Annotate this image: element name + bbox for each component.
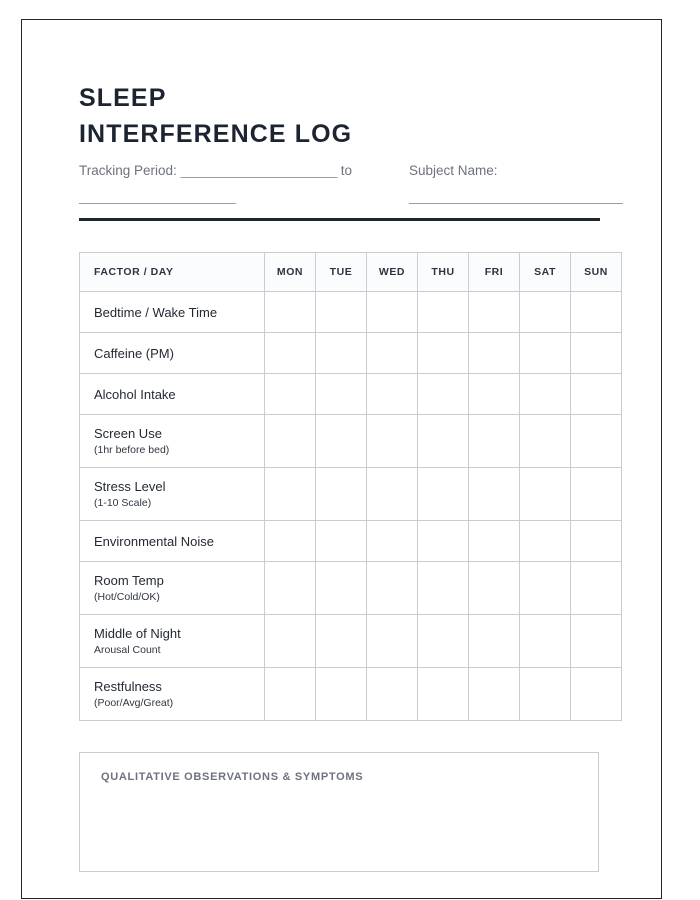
masthead-divider	[79, 218, 600, 221]
observations-panel[interactable]	[79, 752, 599, 872]
entry-cell-tue[interactable]	[316, 333, 367, 374]
entry-cell-tue[interactable]	[316, 521, 367, 562]
factor-label: Stress Level	[94, 479, 166, 494]
entry-cell-sun[interactable]	[571, 668, 622, 721]
table-body	[80, 292, 622, 721]
table-row	[80, 415, 622, 468]
column-header-sat: SAT	[520, 253, 571, 292]
entry-cell-sat[interactable]	[520, 468, 571, 521]
entry-cell-sat[interactable]	[520, 415, 571, 468]
table-row	[80, 615, 622, 668]
entry-cell-mon[interactable]	[265, 333, 316, 374]
entry-cell-fri[interactable]	[469, 562, 520, 615]
entry-cell-wed[interactable]	[367, 615, 418, 668]
factor-label-cell	[80, 415, 265, 468]
entry-cell-fri[interactable]	[469, 292, 520, 333]
factor-sublabel: (Poor/Avg/Great)	[94, 697, 174, 709]
column-header-thu: THU	[418, 253, 469, 292]
factor-label: Screen Use	[94, 426, 162, 441]
entry-cell-wed[interactable]	[367, 468, 418, 521]
entry-cell-fri[interactable]	[469, 668, 520, 721]
page-title: SLEEP INTERFERENCE LOG	[79, 84, 353, 148]
factor-label: Restfulness	[94, 679, 162, 694]
entry-cell-sun[interactable]	[571, 615, 622, 668]
tracking-period-field	[79, 158, 409, 210]
table-row	[80, 521, 622, 562]
observations-title: QUALITATIVE OBSERVATIONS & SYMPTOMS	[101, 771, 364, 783]
entry-cell-thu[interactable]	[418, 615, 469, 668]
page-content	[79, 20, 623, 872]
table-row	[80, 562, 622, 615]
entry-cell-thu[interactable]	[418, 415, 469, 468]
factor-label-cell	[80, 521, 265, 562]
tracking-period-connector: to	[340, 163, 352, 178]
tracking-period-start-blank[interactable]: ______________________	[180, 163, 337, 178]
column-header-tue: TUE	[316, 253, 367, 292]
table-row	[80, 333, 622, 374]
factor-label: Bedtime / Wake Time	[94, 304, 218, 320]
entry-cell-thu[interactable]	[418, 562, 469, 615]
entry-cell-mon[interactable]	[265, 562, 316, 615]
entry-cell-thu[interactable]	[418, 521, 469, 562]
entry-cell-sat[interactable]	[520, 521, 571, 562]
entry-cell-wed[interactable]	[367, 562, 418, 615]
entry-cell-tue[interactable]	[316, 615, 367, 668]
factor-label: Room Temp	[94, 573, 164, 588]
entry-cell-wed[interactable]	[367, 333, 418, 374]
entry-cell-mon[interactable]	[265, 374, 316, 415]
tracking-period-end-blank[interactable]: ______________________	[79, 189, 236, 204]
entry-cell-sat[interactable]	[520, 562, 571, 615]
subject-name-label: Subject Name:	[409, 163, 498, 178]
entry-cell-thu[interactable]	[418, 374, 469, 415]
entry-cell-mon[interactable]	[265, 521, 316, 562]
subject-name-field	[409, 158, 623, 210]
table-row	[80, 292, 622, 333]
entry-cell-sun[interactable]	[571, 521, 622, 562]
table-row	[80, 468, 622, 521]
entry-cell-fri[interactable]	[469, 415, 520, 468]
factor-sublabel: (1hr before bed)	[94, 444, 170, 456]
factor-sublabel: Arousal Count	[94, 644, 161, 656]
entry-cell-mon[interactable]	[265, 292, 316, 333]
entry-cell-tue[interactable]	[316, 562, 367, 615]
entry-cell-mon[interactable]	[265, 668, 316, 721]
entry-cell-thu[interactable]	[418, 333, 469, 374]
entry-cell-sat[interactable]	[520, 615, 571, 668]
table-row	[80, 374, 622, 415]
entry-cell-sun[interactable]	[571, 292, 622, 333]
entry-cell-tue[interactable]	[316, 468, 367, 521]
entry-cell-mon[interactable]	[265, 468, 316, 521]
entry-cell-sat[interactable]	[520, 292, 571, 333]
factor-label: Environmental Noise	[94, 533, 214, 549]
entry-cell-thu[interactable]	[418, 468, 469, 521]
entry-cell-thu[interactable]	[418, 292, 469, 333]
entry-cell-fri[interactable]	[469, 333, 520, 374]
entry-cell-fri[interactable]	[469, 615, 520, 668]
factor-label: Caffeine (PM)	[94, 345, 174, 361]
column-header-sun: SUN	[571, 253, 622, 292]
entry-cell-tue[interactable]	[316, 374, 367, 415]
factor-label-cell	[80, 374, 265, 415]
column-header-fri: FRI	[469, 253, 520, 292]
tracking-period-label: Tracking Period:	[79, 163, 177, 178]
entry-cell-sat[interactable]	[520, 668, 571, 721]
entry-cell-fri[interactable]	[469, 521, 520, 562]
entry-cell-wed[interactable]	[367, 521, 418, 562]
entry-cell-tue[interactable]	[316, 292, 367, 333]
entry-cell-tue[interactable]	[316, 668, 367, 721]
subject-name-blank[interactable]: ______________________________	[409, 189, 623, 204]
entry-cell-fri[interactable]	[469, 468, 520, 521]
entry-cell-sat[interactable]	[520, 374, 571, 415]
factor-label-cell	[80, 615, 265, 668]
factor-sublabel: (Hot/Cold/OK)	[94, 591, 160, 603]
entry-cell-wed[interactable]	[367, 374, 418, 415]
entry-cell-sun[interactable]	[571, 562, 622, 615]
entry-cell-mon[interactable]	[265, 615, 316, 668]
page-sheet	[21, 19, 662, 899]
table-row	[80, 668, 622, 721]
factor-label: Middle of Night	[94, 626, 181, 641]
entry-cell-wed[interactable]	[367, 415, 418, 468]
factor-label-cell	[80, 668, 265, 721]
factor-label: Alcohol Intake	[94, 386, 176, 402]
entry-cell-sun[interactable]	[571, 468, 622, 521]
factor-label-cell	[80, 292, 265, 333]
entry-cell-sun[interactable]	[571, 333, 622, 374]
entry-cell-mon[interactable]	[265, 415, 316, 468]
column-header-mon: MON	[265, 253, 316, 292]
sleep-interference-table	[79, 252, 622, 721]
factor-label-cell	[80, 562, 265, 615]
factor-label-cell	[80, 333, 265, 374]
entry-cell-wed[interactable]	[367, 668, 418, 721]
entry-cell-tue[interactable]	[316, 415, 367, 468]
entry-cell-sun[interactable]	[571, 415, 622, 468]
entry-cell-sun[interactable]	[571, 374, 622, 415]
entry-cell-sat[interactable]	[520, 333, 571, 374]
column-header-factor: FACTOR / DAY	[80, 253, 265, 292]
entry-cell-wed[interactable]	[367, 292, 418, 333]
entry-cell-fri[interactable]	[469, 374, 520, 415]
table-header-row	[80, 253, 622, 292]
factor-label-cell	[80, 468, 265, 521]
document-meta	[79, 158, 623, 214]
entry-cell-thu[interactable]	[418, 668, 469, 721]
table-header	[80, 253, 622, 292]
factor-sublabel: (1-10 Scale)	[94, 497, 152, 509]
column-header-wed: WED	[367, 253, 418, 292]
